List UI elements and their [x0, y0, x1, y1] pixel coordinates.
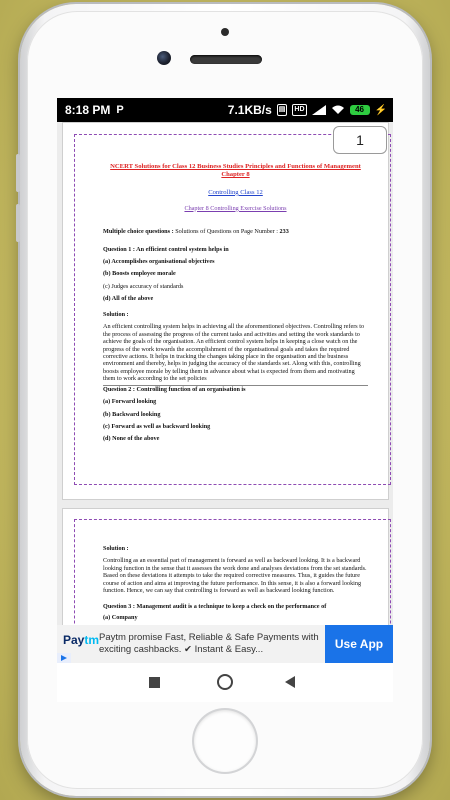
pdf-page-1 — [62, 122, 389, 500]
wifi-icon — [331, 105, 345, 115]
ad-banner[interactable] — [57, 625, 393, 663]
pdf-viewer[interactable] — [57, 122, 393, 625]
android-nav-bar — [57, 663, 393, 702]
ad-text: Paytm promise Fast, Reliable & Safe Payments with exciting cashbacks. ✔ Instant & Easy... — [99, 632, 319, 655]
status-time: 8:18 PM — [65, 103, 111, 117]
solution-label: Solution : — [103, 545, 129, 552]
volume-button — [16, 204, 20, 242]
earpiece-speaker — [190, 55, 262, 64]
doc-subtitle-link[interactable]: Controlling Class 12 — [208, 188, 263, 196]
device-screen — [57, 98, 393, 702]
q2-option-c: (c) Forward as well as backward looking — [103, 423, 211, 431]
q2-option-d: (d) None of the above — [103, 435, 160, 443]
volte-icon: HD — [292, 104, 306, 116]
q2-option-b: (b) Backward looking — [103, 410, 161, 418]
front-camera — [157, 51, 171, 65]
back-icon[interactable] — [285, 676, 295, 688]
home-icon[interactable] — [217, 674, 233, 690]
q1-option-a: (a) Accomplishes organisational objectives — [103, 258, 215, 266]
data-saver-icon: ▤ — [277, 104, 288, 116]
page-number-badge[interactable]: 1 — [333, 126, 387, 154]
sensor-dot — [221, 28, 229, 36]
q1-option-b: (b) Boosts employee morale — [103, 270, 176, 278]
use-app-button[interactable]: Use App — [325, 625, 393, 663]
chapter-link[interactable]: Chapter 8 Controlling Exercise Solutions — [184, 204, 287, 212]
recents-icon[interactable] — [149, 677, 160, 688]
battery-icon: 46 — [350, 105, 370, 115]
paytm-logo: Paytm — [63, 633, 100, 647]
doc-title[interactable]: NCERT Solutions for Class 12 Business Studies Principles and Functions of Management Chapter 8 — [110, 163, 361, 178]
solution-text: Controlling as an essential part of management is forward as well as backward looking. It is a backward looking function in the sense that it assesses the work done and analyses deviations from the set standards. Based on these deviations it attempts to take the required corrective measures. Thus, it guides the future course of action and aims at improving the future performance. In this sense, it is also a forward looking function. Hence, we can say that controlling is forward as well as backward looking function. — [103, 557, 367, 595]
signal-icon — [312, 105, 326, 115]
question-1: Question 1 : An efficient control system helps in — [103, 245, 229, 253]
ad-play-icon — [57, 653, 71, 663]
solution-label: Solution : — [103, 310, 129, 318]
net-speed: 7.1KB/s — [227, 103, 272, 117]
app-notification-icon: P — [116, 104, 124, 116]
q1-option-c: (c) Judges accuracy of standards — [103, 282, 184, 290]
question-3: Question 3 : Management audit is a technique to keep a check on the performance of — [103, 602, 327, 610]
charging-icon: ⚡ — [374, 104, 387, 116]
question-2: Question 2 : Controlling function of an organisation is — [103, 385, 246, 393]
page-content — [103, 545, 368, 622]
q1-option-d: (d) All of the above — [103, 295, 154, 303]
page-content — [103, 163, 368, 443]
volume-button — [16, 154, 20, 192]
q2-option-a: (a) Forward looking — [103, 398, 157, 406]
home-button[interactable] — [194, 710, 256, 772]
status-bar — [57, 98, 393, 122]
q3-option-a: (a) Company — [103, 614, 138, 622]
solution-text: An efficient controlling system helps in achieving all the aforementioned objectives. Controlling refers to the process of assessing the progress of the current tasks and activities and setting the work standards to achieve the goals of the organisation. An efficient control system helps in keeping a close watch on the progress of the work towards the accomplishment of the organisational goals and takes the required corrective actions. It helps in tracking the changes taking place in the organisation and the business environment and thereby, helps in judging the accuracy of the standards set. Along with this, controlling boosts employee morale by telling them in advance about what is expected from them and motivating them to work according to the set policies — [103, 323, 365, 383]
pdf-page-2 — [62, 508, 389, 635]
mcq-heading: Multiple choice questions : Solutions of Questions on Page Number : 233 — [103, 228, 289, 236]
